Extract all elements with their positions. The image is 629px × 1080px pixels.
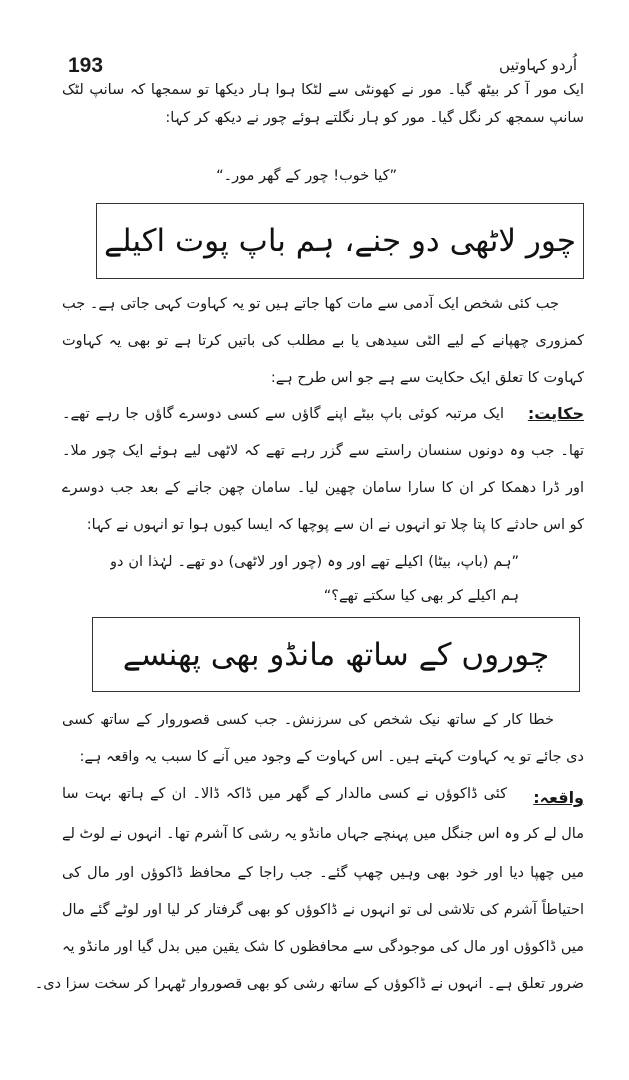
- story-heading: حکایت:: [527, 404, 584, 423]
- proverb-title: چور لاٹھی دو جنے، ہم باپ پوت اکیلے: [103, 223, 577, 259]
- body-line: مال لے کر وہ اس جنگل میں پہنچے جہاں مانڈو یہ رشی کا آشرم تھا۔ انہوں نے لوٹ لے: [62, 826, 584, 842]
- quote-line: ”ہم (باپ، بیٹا) اکیلے تھے اور وہ (چور اور لاٹھی) دو تھے۔ لہٰذا ان دو: [110, 554, 519, 570]
- body-line: ایک مرتبہ کوئی باپ بیٹے اپنے گاؤں سے کسی دوسرے گاؤں جا رہے تھے۔: [62, 406, 504, 422]
- body-line: میں ڈاکوؤں اور مال کی موجودگی سے محافظوں کا شک یقین میں بدل گیا اور مانڈو یہ: [62, 939, 584, 955]
- body-line: احتیاطاً آشرم کی تلاشی لی تو انہوں نے ڈاکوؤں کو بھی گرفتار کر لیا اور لوٹے گئے مال: [62, 902, 584, 918]
- proverb-title-box: [96, 203, 584, 279]
- body-line: اور ڈرا دھمکا کر ان کا سارا سامان چھین لیا۔ سامان چھن جانے کے بعد جب دوسرے: [62, 480, 584, 496]
- body-line: کمزوری چھپانے کے لیے الٹی سیدھی یا بے مطلب کی باتیں کرتا ہے تو بھی یہ کہاوت: [62, 333, 584, 349]
- story-heading: واقعہ:: [533, 788, 584, 807]
- body-line: کہاوت کا تعلق ایک حکایت سے ہے جو اس طرح ہے:: [270, 370, 584, 386]
- body-line: جب کئی شخص ایک آدمی سے مات کھا جاتے ہیں تو یہ کہاوت کہی جاتی ہے۔ جب: [62, 296, 559, 312]
- body-line: کو اس حادثے کا پتا چلا تو انہوں نے ان سے پوچھا کہ ایسا کیوں ہوا تو انہوں نے کہا:: [86, 517, 584, 533]
- body-line: تھا۔ جب وہ دونوں سنسان راستے سے گزر رہے تھے کہ لاٹھی لیے ہوئے ایک چور ملا۔: [62, 443, 584, 459]
- body-line: کئی ڈاکوؤں نے کسی مالدار کے گھر میں ڈاکہ ڈالا۔ ان کے ہاتھ بہت سا: [62, 786, 507, 802]
- proverb-title: چوروں کے ساتھ مانڈو بھی پھنسے: [122, 636, 550, 673]
- proverb-title-box: [92, 617, 580, 692]
- body-line: ایک مور آ کر بیٹھ گیا۔ مور نے کھونٹی سے لٹکا ہوا ہار دیکھا تو سمجھا کہ سانپ لٹک: [62, 82, 584, 98]
- body-line: سانپ سمجھ کر نگل گیا۔ مور کو ہار نگلتے ہوئے چور نے دیکھ کر کہا:: [165, 110, 584, 126]
- body-line: ضرور تعلق ہے۔ انہوں نے ڈاکوؤں کے ساتھ رشی کو بھی قصوروار ٹھہرا کر سخت سزا دی۔: [34, 976, 584, 992]
- quote-line: ہم اکیلے کر بھی کیا سکتے تھے؟“: [323, 588, 519, 604]
- running-header-book-title: اُردو کہاوتیں: [499, 56, 577, 74]
- quote-line: ”کیا خوب! چور کے گھر مور۔“: [216, 168, 397, 184]
- body-line: دی جائے تو یہ کہاوت کہتے ہیں۔ اس کہاوت کے وجود میں آنے کا سبب یہ واقعہ ہے:: [79, 749, 584, 765]
- body-line: خطا کار کے ساتھ نیک شخص کی سرزنش۔ جب کسی قصوروار کے ساتھ کسی: [62, 712, 554, 728]
- body-line: میں چھپا دیا اور خود بھی وہیں چھپ گئے۔ جب راجا کے محافظ ڈاکوؤں اور مال کی: [62, 865, 584, 881]
- page-number: 193: [68, 54, 104, 77]
